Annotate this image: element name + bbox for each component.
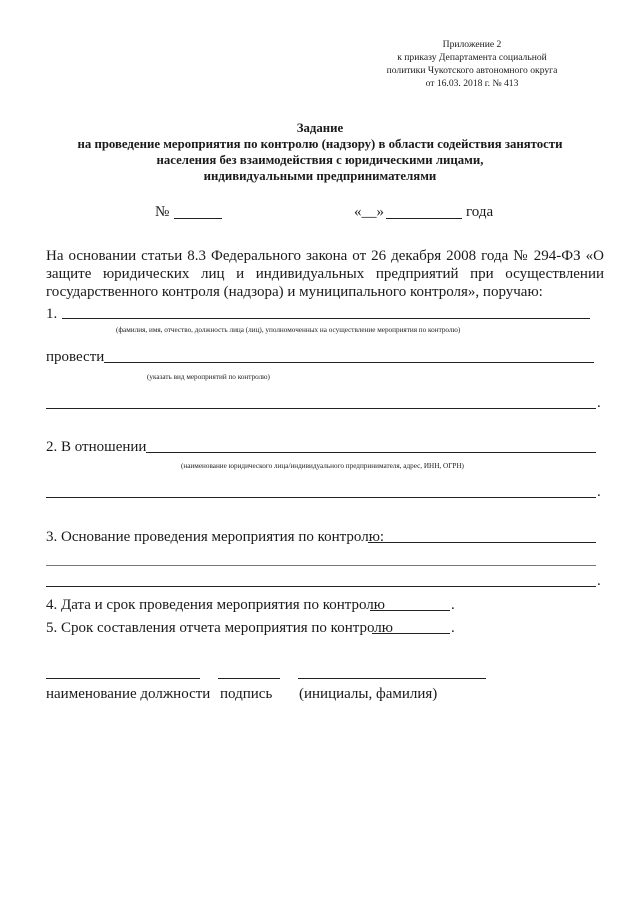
item4-end-dot: .	[451, 597, 455, 613]
signature-field[interactable]	[218, 678, 280, 679]
item2-hint: (наименование юридического лица/индивидуального предпринимателя, адрес, ИНН, ОГРН)	[181, 462, 464, 470]
item5-field[interactable]	[372, 633, 450, 634]
title-line: индивидуальными предпринимателями	[203, 169, 437, 183]
item3-end-dot: .	[597, 573, 601, 589]
position-label: наименование должности	[46, 686, 211, 702]
conduct-field[interactable]	[104, 362, 594, 363]
item2-field[interactable]	[146, 452, 596, 453]
item3-field-line3[interactable]	[46, 586, 596, 587]
conduct-field-continued[interactable]	[46, 408, 596, 409]
name-field[interactable]	[298, 678, 486, 679]
item1-hint: (фамилия, имя, отчество, должность лица (лиц), уполномоченных на осуществление мероприятия по контролю)	[116, 326, 461, 334]
appendix-line: политики Чукотского автономного округа	[386, 65, 558, 76]
item3-label: 3. Основание проведения мероприятия по контролю:	[46, 529, 385, 545]
position-field[interactable]	[46, 678, 200, 679]
item4-label: 4. Дата и срок проведения мероприятия по контролю	[46, 597, 385, 613]
title-line: Задание	[296, 121, 344, 135]
item3-field-line2[interactable]	[46, 565, 596, 566]
item3-field[interactable]	[368, 542, 596, 543]
name-label: (инициалы, фамилия)	[299, 686, 438, 702]
conduct-end-dot: .	[597, 395, 601, 411]
appendix-block	[352, 38, 592, 90]
item2-label: 2. В отношении	[46, 439, 147, 455]
item5-label: 5. Срок составления отчета мероприятия по контролю	[46, 620, 393, 636]
appendix-line: Приложение 2	[442, 39, 502, 50]
preamble-paragraph: На основании статьи 8.3 Федерального закона от 26 декабря 2008 года № 294-ФЗ «О защите юридических лиц и индивидуальных предприятий при осуществлении государственного контроля (надзора) и муниципального контроля», поручаю:	[46, 248, 604, 300]
appendix-line: от 16.03. 2018 г. № 413	[425, 78, 519, 89]
document-title	[40, 120, 600, 184]
date-month-field[interactable]	[386, 218, 462, 219]
item1-label: 1.	[46, 306, 58, 322]
item2-field-continued[interactable]	[46, 497, 596, 498]
appendix-line: к приказу Департамента социальной	[397, 52, 547, 63]
conduct-hint: (указать вид мероприятий по контролю)	[147, 373, 270, 381]
date-day-field[interactable]: «__»	[354, 204, 384, 220]
year-label: года	[466, 204, 494, 220]
title-line: населения без взаимодействия с юридическими лицами,	[156, 153, 484, 167]
number-label: №	[155, 204, 170, 220]
item4-field[interactable]	[370, 610, 450, 611]
item2-end-dot: .	[597, 484, 601, 500]
item5-end-dot: .	[451, 620, 455, 636]
conduct-label: провести	[46, 349, 105, 365]
item1-field[interactable]	[62, 318, 590, 319]
title-line: на проведение мероприятия по контролю (надзору) в области содействия занятости	[77, 137, 563, 151]
number-field[interactable]	[174, 218, 222, 219]
signature-label: подпись	[220, 686, 273, 702]
